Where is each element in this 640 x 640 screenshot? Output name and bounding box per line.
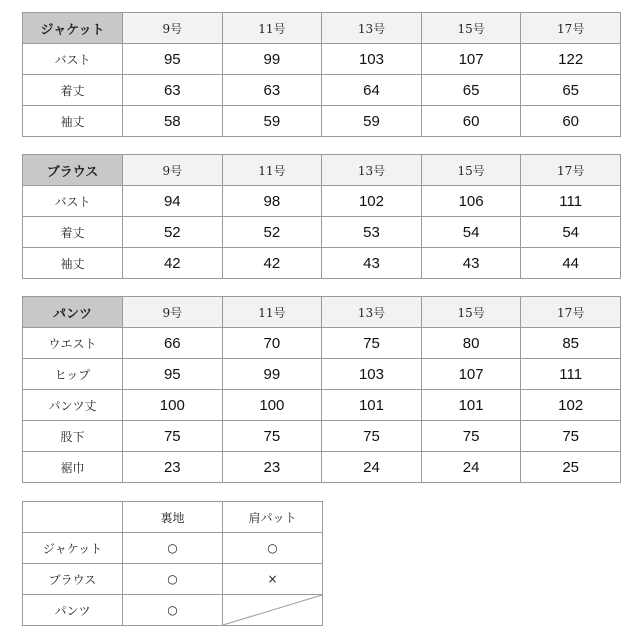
shoulder-pad-mark: ○ [223,533,323,564]
row-label: ジャケット [23,533,123,564]
cell-value: 122 [521,44,621,75]
row-label: バスト [23,186,123,217]
column-header-lining: 裏地 [123,502,223,533]
table-row [23,106,621,137]
table-row [23,564,323,595]
cell-value: 75 [521,421,621,452]
cell-value: 52 [123,217,223,248]
diagonal-slash-icon [223,595,322,625]
cell-value: 66 [123,328,223,359]
row-label: パンツ [23,595,123,626]
cell-value: 24 [322,452,422,483]
table-row [23,217,621,248]
cell-value: 43 [421,248,521,279]
cell-value: 42 [123,248,223,279]
not-applicable-cell [223,595,323,626]
cell-value: 60 [521,106,621,137]
row-label: ヒップ [23,359,123,390]
cell-value: 75 [123,421,223,452]
cell-value: 103 [322,44,422,75]
size-header: 9号 [123,155,223,186]
features-table [22,501,323,626]
table-row [23,248,621,279]
row-label: 裾巾 [23,452,123,483]
table-header-row [23,155,621,186]
row-label: 着丈 [23,217,123,248]
table-header-row [23,297,621,328]
size-header: 15号 [421,155,521,186]
table-row [23,359,621,390]
cell-value: 25 [521,452,621,483]
table-row [23,75,621,106]
size-header: 13号 [322,297,422,328]
cell-value: 98 [222,186,322,217]
size-header: 11号 [222,13,322,44]
cell-value: 80 [421,328,521,359]
cell-value: 107 [421,44,521,75]
shoulder-pad-mark: × [223,564,323,595]
cell-value: 94 [123,186,223,217]
size-header: 13号 [322,155,422,186]
cell-value: 63 [123,75,223,106]
row-label: ウエスト [23,328,123,359]
cell-value: 75 [421,421,521,452]
table-row [23,328,621,359]
cell-value: 23 [123,452,223,483]
size-header: 15号 [421,13,521,44]
cell-value: 63 [222,75,322,106]
cell-value: 85 [521,328,621,359]
cell-value: 24 [421,452,521,483]
size-header: 9号 [123,297,223,328]
cell-value: 54 [421,217,521,248]
cell-value: 52 [222,217,322,248]
cell-value: 42 [222,248,322,279]
cell-value: 111 [521,186,621,217]
cell-value: 107 [421,359,521,390]
jacket-size-table [22,12,621,137]
cell-value: 100 [222,390,322,421]
cell-value: 54 [521,217,621,248]
cell-value: 65 [421,75,521,106]
row-label: バスト [23,44,123,75]
cell-value: 99 [222,359,322,390]
size-header: 13号 [322,13,422,44]
table-row [23,452,621,483]
cell-value: 75 [222,421,322,452]
cell-value: 99 [222,44,322,75]
size-header: 11号 [222,155,322,186]
cell-value: 44 [521,248,621,279]
cell-value: 65 [521,75,621,106]
lining-mark: ○ [123,533,223,564]
table-title: ブラウス [23,155,123,186]
cell-value: 102 [521,390,621,421]
cell-value: 75 [322,421,422,452]
size-header: 17号 [521,13,621,44]
cell-value: 59 [322,106,422,137]
corner-cell [23,502,123,533]
cell-value: 102 [322,186,422,217]
cell-value: 100 [123,390,223,421]
cell-value: 58 [123,106,223,137]
cell-value: 95 [123,359,223,390]
table-title: パンツ [23,297,123,328]
table-row [23,595,323,626]
cell-value: 106 [421,186,521,217]
size-header: 9号 [123,13,223,44]
cell-value: 60 [421,106,521,137]
row-label: 袖丈 [23,106,123,137]
row-label: ブラウス [23,564,123,595]
cell-value: 59 [222,106,322,137]
cell-value: 111 [521,359,621,390]
row-label: 着丈 [23,75,123,106]
cell-value: 43 [322,248,422,279]
cell-value: 70 [222,328,322,359]
column-header-shoulder-pad: 肩パット [223,502,323,533]
size-header: 17号 [521,155,621,186]
size-header: 17号 [521,297,621,328]
lining-mark: ○ [123,595,223,626]
size-header: 11号 [222,297,322,328]
cell-value: 101 [322,390,422,421]
table-header-row [23,13,621,44]
pants-size-table [22,296,621,483]
row-label: 袖丈 [23,248,123,279]
table-row [23,533,323,564]
cell-value: 23 [222,452,322,483]
table-header-row [23,502,323,533]
blouse-size-table [22,154,621,279]
table-row [23,186,621,217]
cell-value: 75 [322,328,422,359]
cell-value: 101 [421,390,521,421]
row-label: パンツ丈 [23,390,123,421]
table-row [23,44,621,75]
table-row [23,421,621,452]
table-row [23,390,621,421]
cell-value: 64 [322,75,422,106]
table-title: ジャケット [23,13,123,44]
cell-value: 53 [322,217,422,248]
row-label: 股下 [23,421,123,452]
lining-mark: ○ [123,564,223,595]
cell-value: 95 [123,44,223,75]
size-header: 15号 [421,297,521,328]
cell-value: 103 [322,359,422,390]
